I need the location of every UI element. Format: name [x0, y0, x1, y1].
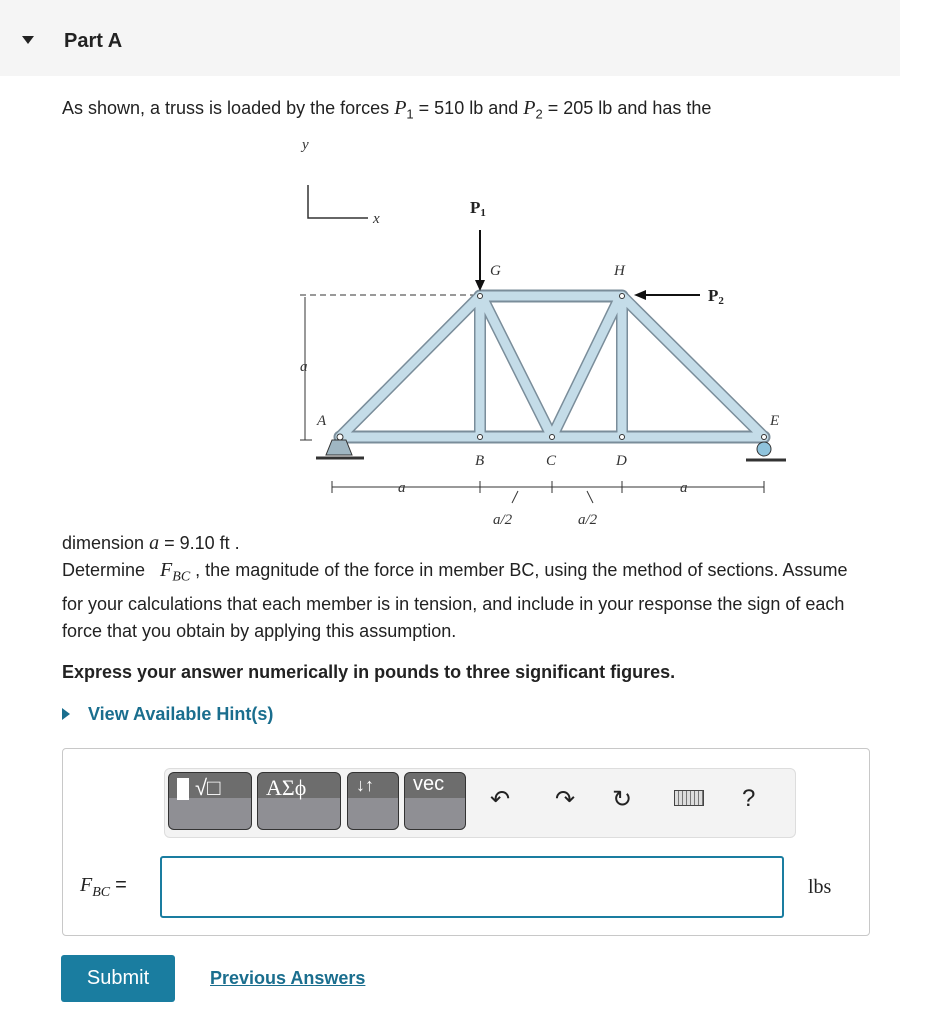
vector-button[interactable]: vec	[404, 772, 466, 830]
p1-sub: 1	[406, 106, 414, 122]
svg-text:P2	[708, 286, 724, 307]
answer-equals: =	[115, 874, 127, 896]
problem-intro	[62, 95, 711, 128]
p2-symbol: P	[523, 97, 536, 119]
dimension-text: dimension	[62, 533, 145, 553]
previous-answers-link[interactable]: Previous Answers	[210, 968, 366, 988]
node-c-label: C	[546, 453, 557, 469]
a-symbol: a	[149, 532, 160, 554]
and-text: and	[488, 98, 519, 118]
p1-symbol: P	[394, 97, 407, 119]
node-a-label: A	[317, 413, 327, 429]
dim-a-vertical: a	[300, 359, 308, 375]
node-e-label: E	[770, 413, 780, 429]
axis-x-label: x	[373, 211, 380, 227]
templates-label: √□	[195, 775, 221, 800]
node-b-label: B	[475, 453, 485, 469]
templates-button[interactable]	[168, 772, 252, 830]
dim-a-right: a	[680, 480, 688, 496]
svg-text:P1	[470, 198, 486, 219]
keyboard-icon[interactable]	[674, 790, 704, 806]
a-value: = 9.10 ft .	[164, 533, 240, 553]
node-g-label: G	[490, 263, 501, 279]
part-title: Part A	[64, 30, 123, 52]
p2-value: = 205 lb	[547, 98, 613, 118]
answer-f: F	[80, 874, 93, 896]
determine-text: Determine	[62, 560, 146, 580]
answer-input[interactable]	[160, 856, 784, 918]
dim-a-left: a	[398, 480, 406, 496]
axis-y-label: y	[302, 137, 309, 153]
problem-body	[62, 530, 872, 686]
unit-label: lbs	[808, 876, 832, 898]
reset-icon[interactable]: ↻	[612, 786, 633, 813]
redo-icon[interactable]: ↷	[555, 786, 576, 813]
help-button[interactable]: ?	[742, 785, 756, 812]
roller-support	[757, 442, 771, 456]
dim-half-cd: a/2	[578, 512, 598, 528]
collapse-triangle-icon[interactable]	[22, 36, 34, 44]
part-header[interactable]	[0, 0, 900, 76]
view-hints-link[interactable]: View Available Hint(s)	[88, 704, 274, 724]
fbc-sub: BC	[172, 569, 191, 585]
intro-end: and has the	[617, 98, 712, 118]
expand-triangle-icon[interactable]	[62, 708, 70, 720]
intro-text: As shown, a truss is loaded by the forces	[62, 98, 390, 118]
p1-label-sub: 1	[480, 207, 486, 219]
answer-label	[80, 874, 127, 901]
truss-members	[340, 296, 764, 437]
instruction-text: Express your answer numerically in pounds to three significant figures.	[62, 661, 676, 682]
arrows-button[interactable]: ↓↑	[347, 772, 399, 830]
node-h-label: H	[614, 263, 625, 279]
node-d-label: D	[616, 453, 627, 469]
p1-value: = 510 lb	[418, 98, 484, 118]
axis-lines	[308, 185, 368, 218]
p2-label-sub: 2	[718, 295, 724, 307]
truss-figure	[280, 135, 800, 535]
p2-label: P	[708, 286, 719, 305]
greek-button[interactable]: ΑΣϕ	[257, 772, 341, 830]
dim-half-bc: a/2	[493, 512, 513, 528]
submit-button[interactable]: Submit	[61, 955, 175, 1002]
question-text: , the magnitude of the force in member BC, using the method of sections. Assume for your calculations that each member is in tension, and include in your response the sign of each force that you obtain by applying this assumption.	[62, 560, 848, 641]
answer-sub: BC	[92, 885, 111, 900]
p1-label: P	[470, 198, 481, 217]
undo-icon[interactable]: ↶	[490, 786, 511, 813]
p2-sub: 2	[535, 106, 543, 122]
fbc-symbol: F	[160, 559, 173, 581]
